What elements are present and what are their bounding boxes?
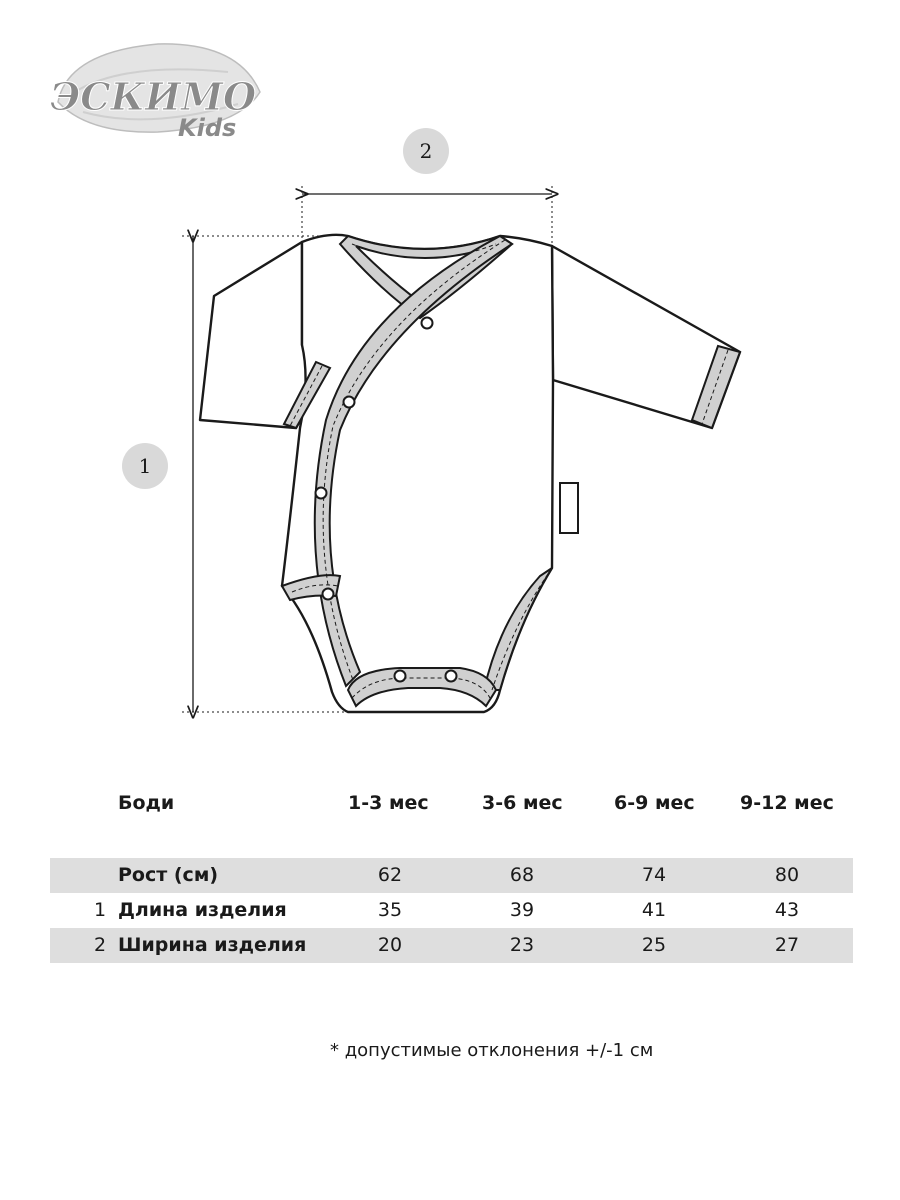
logo-text: ЭСКИМО: [50, 74, 257, 119]
table-cell: 41: [641, 899, 667, 921]
table-cell: 20: [377, 934, 403, 956]
side-label-tag: [560, 483, 578, 533]
dimension-badge-length: 1: [122, 443, 168, 489]
row-number: 2: [94, 934, 107, 956]
bodysuit-outline: [200, 235, 740, 712]
table-row: [50, 893, 853, 928]
row-number: 1: [94, 899, 107, 921]
product-name: Боди: [118, 792, 175, 814]
table-cell: 27: [774, 934, 800, 956]
table-header-row: [50, 786, 853, 826]
table-cell: 68: [509, 864, 535, 886]
dimension-badge-width: 2: [403, 128, 449, 174]
size-header: 3-6 мес: [482, 792, 563, 814]
size-table: [50, 786, 853, 963]
size-header: 6-9 мес: [614, 792, 695, 814]
table-cell: 25: [641, 934, 667, 956]
row-label: Рост (см): [118, 864, 219, 886]
size-header: 1-3 мес: [348, 792, 429, 814]
table-cell: 43: [774, 899, 800, 921]
table-cell: 62: [377, 864, 403, 886]
tolerance-note: * допустимые отклонения +/-1 см: [330, 1040, 654, 1061]
row-label: Длина изделия: [118, 899, 287, 921]
table-cell: 35: [377, 899, 403, 921]
size-header: 9-12 мес: [740, 792, 834, 814]
table-cell: 39: [509, 899, 535, 921]
logo-subtext: Kids: [178, 114, 237, 142]
table-row: [50, 928, 853, 963]
table-row: [50, 858, 853, 893]
row-label: Ширина изделия: [118, 934, 307, 956]
table-cell: 80: [774, 864, 800, 886]
table-cell: 74: [641, 864, 667, 886]
table-cell: 23: [509, 934, 535, 956]
